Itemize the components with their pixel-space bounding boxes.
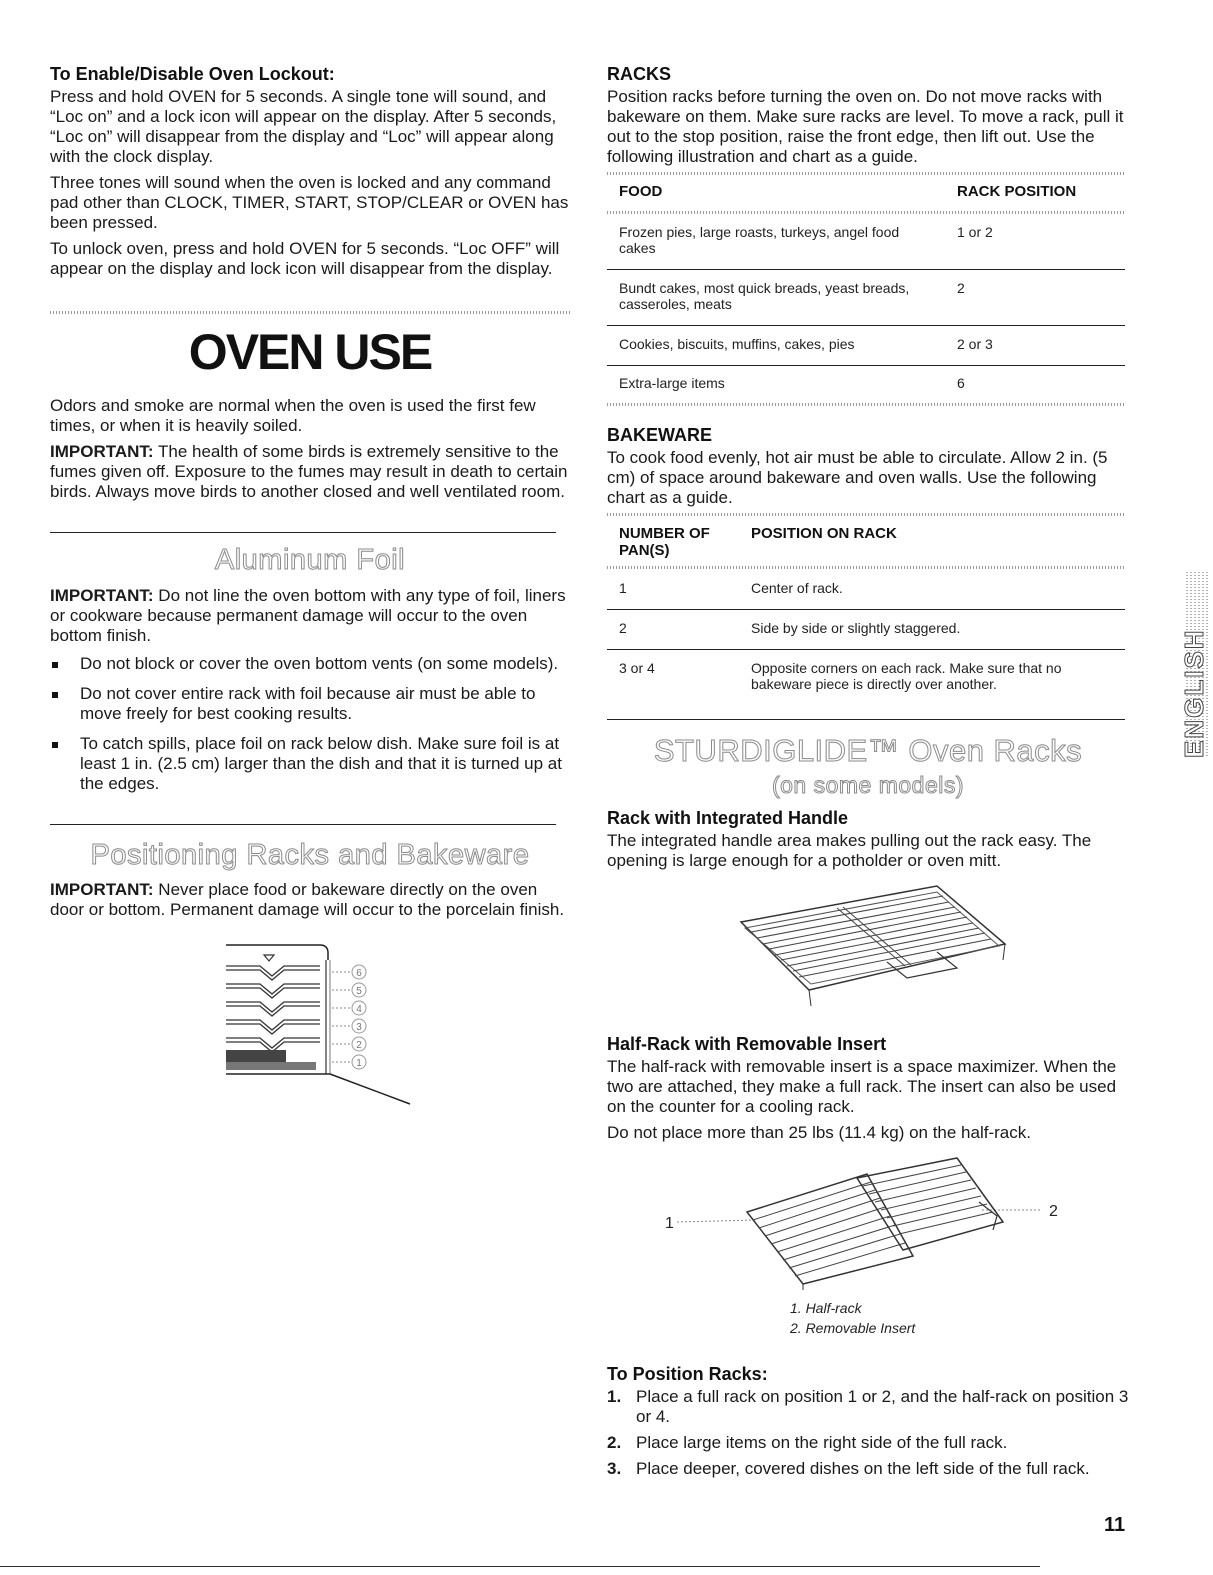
step-number: 2. [607, 1433, 622, 1452]
divider [607, 172, 1125, 175]
divider [607, 609, 1125, 610]
page-number: 11 [1104, 1514, 1126, 1536]
racks-paragraph: Position racks before turning the oven on. Do not move racks with bakeware on them. Make sure racks are level. To move a rack, pull it out to the stop position, raise the front edge, then lift out. Use the following illustration and chart as a guide. [607, 87, 1124, 166]
column-header-number-of-pans: NUMBER OF PAN(S) [619, 525, 710, 559]
bakeware-table-header [619, 525, 1125, 559]
table-row [619, 336, 1125, 352]
list-item [607, 1459, 1129, 1479]
rack-position-diagram [220, 940, 420, 1105]
position-cell: 1 or 2 [957, 224, 993, 240]
important-label: IMPORTANT: [50, 442, 154, 461]
table-row [619, 620, 1125, 636]
rack-number-2: 2 [356, 1040, 362, 1051]
divider [607, 566, 1125, 569]
table-row [619, 224, 1125, 256]
number-cell: 1 [619, 580, 627, 596]
lockout-paragraph-2: Three tones will sound when the oven is locked and any command pad other than CLOCK, TIMER, START, STOP/CLEAR or OVEN has been pressed. [50, 173, 569, 232]
position-cell: Center of rack. [751, 580, 843, 596]
list-item: Do not cover entire rack with foil because air must be able to move freely for best cooking results. [50, 684, 570, 724]
positioning-important-text: Never place food or bakeware directly on the oven door or bottom. Permanent damage will occur to the porcelain finish. [50, 880, 565, 919]
foil-paragraph [50, 586, 570, 646]
number-cell: 2 [619, 620, 627, 636]
rack-number-3: 3 [356, 1022, 362, 1033]
divider [50, 532, 556, 533]
racks-section [607, 64, 1129, 167]
column-header-rack-position: RACK POSITION [957, 183, 1077, 200]
position-racks-section [607, 1364, 1129, 1479]
lockout-paragraph-3: To unlock oven, press and hold OVEN for 5 seconds. “Loc OFF” will appear on the display and lock icon will disappear from the display. [50, 239, 560, 278]
table-row [619, 580, 1125, 596]
divider [607, 649, 1125, 650]
position-racks-steps [607, 1387, 1129, 1479]
integrated-handle-heading: Rack with Integrated Handle [607, 808, 849, 828]
bakeware-heading: BAKEWARE [607, 425, 713, 445]
column-header-position-on-rack: POSITION ON RACK [751, 525, 897, 542]
sturdiglide-subtitle: (on some models) [771, 772, 965, 798]
oven-use-important-text: The health of some birds is extremely sensitive to the fumes given off. Exposure to the fumes may result in death to certain birds. Always move birds to another closed and well ventilated room. [50, 442, 568, 501]
list-item [607, 1387, 1129, 1427]
rack-number-1: 1 [356, 1058, 362, 1069]
foil-bullet-list [50, 654, 570, 794]
divider [607, 211, 1125, 214]
divider [607, 403, 1125, 406]
foil-section [50, 586, 570, 794]
table-row [619, 375, 1125, 391]
food-cell: Cookies, biscuits, muffins, cakes, pies [619, 336, 855, 352]
oven-use-title: OVEN USE [188, 324, 432, 380]
important-label: IMPORTANT: [50, 586, 154, 605]
position-cell: Side by side or slightly staggered. [751, 620, 961, 636]
position-cell: 6 [957, 375, 965, 391]
list-item: Do not block or cover the oven bottom vents (on some models). [50, 654, 570, 674]
callout-number: 2 [1049, 1203, 1058, 1220]
half-rack-paragraph-1: The half-rack with removable insert is a space maximizer. When the two are attached, they make a full rack. The insert can also be used on the counter for a cooling rack. [607, 1057, 1117, 1116]
oven-use-paragraph-2 [50, 442, 570, 502]
half-rack-heading: Half-Rack with Removable Insert [607, 1034, 887, 1054]
caption-removable-insert: 2. Removable Insert [790, 1320, 916, 1336]
rack-table-header [619, 183, 1119, 203]
side-tab-label: ENGLISH [1179, 628, 1209, 758]
half-rack-section [607, 1034, 1129, 1143]
divider [607, 269, 1125, 270]
caption-half-rack: 1. Half-rack [790, 1300, 862, 1316]
column-header-food: FOOD [619, 183, 663, 200]
integrated-handle-section [607, 808, 1129, 871]
bakeware-paragraph: To cook food evenly, hot air must be able to circulate. Allow 2 in. (5 cm) of space around bakeware and oven walls. Use the following chart as a guide. [607, 448, 1108, 507]
racks-heading: RACKS [607, 64, 672, 84]
list-item [607, 1433, 1129, 1453]
food-cell: Bundt cakes, most quick breads, yeast breads, casseroles, meats [619, 280, 910, 312]
divider [50, 824, 556, 825]
oven-use-paragraph-1: Odors and smoke are normal when the oven is used the first few times, or when it is heavily soiled. [50, 396, 536, 435]
number-cell: 3 or 4 [619, 660, 655, 676]
step-text: Place a full rack on position 1 or 2, and the half-rack on position 3 or 4. [636, 1387, 1129, 1426]
position-racks-heading: To Position Racks: [607, 1364, 768, 1384]
divider [607, 325, 1125, 326]
bottom-rule [0, 1566, 1040, 1567]
position-cell: 2 or 3 [957, 336, 993, 352]
callout-number: 1 [665, 1215, 674, 1232]
lockout-heading: To Enable/Disable Oven Lockout: [50, 64, 335, 84]
divider [50, 311, 570, 314]
positioning-title: Positioning Racks and Bakeware [90, 839, 530, 871]
half-rack-paragraph-2: Do not place more than 25 lbs (11.4 kg) on the half-rack. [607, 1123, 1031, 1142]
integrated-handle-paragraph: The integrated handle area makes pulling out the rack easy. The opening is large enough for a potholder or oven mitt. [607, 831, 1092, 870]
divider [607, 365, 1125, 366]
position-cell: 2 [957, 280, 965, 296]
sturdiglide-title: STURDIGLIDE™ Oven Racks [653, 733, 1083, 768]
integrated-handle-rack-illustration [737, 882, 1007, 1012]
lockout-paragraph-1: Press and hold OVEN for 5 seconds. A single tone will sound, and “Loc on” and a lock icon will appear on the display. After 5 seconds, “Loc on” will disappear from the display and “Loc” will appear along with the clock display. [50, 87, 557, 166]
divider [607, 719, 1125, 720]
step-text: Place large items on the right side of the full rack. [636, 1433, 1008, 1452]
list-item: To catch spills, place foil on rack below dish. Make sure foil is at least 1 in. (2.5 cm) larger than the dish and that it is turned up at the edges. [50, 734, 570, 794]
position-cell: Opposite corners on each rack. Make sure that no bakeware piece is directly over another. [751, 660, 1062, 692]
positioning-paragraph [50, 880, 570, 920]
important-label: IMPORTANT: [50, 880, 154, 899]
oven-use-section [50, 396, 570, 502]
step-text: Place deeper, covered dishes on the left side of the full rack. [636, 1459, 1090, 1478]
rack-number-4: 4 [356, 1004, 362, 1015]
step-number: 3. [607, 1459, 622, 1478]
step-number: 1. [607, 1387, 622, 1406]
rack-number-5: 5 [356, 986, 362, 997]
aluminum-foil-title: Aluminum Foil [214, 544, 406, 576]
table-row [619, 660, 1125, 692]
bakeware-section [607, 425, 1129, 508]
lockout-section [50, 64, 570, 279]
food-cell: Frozen pies, large roasts, turkeys, angel food cakes [619, 224, 900, 256]
table-row [619, 280, 1125, 312]
half-rack-illustration [657, 1152, 1077, 1292]
foil-important-text: Do not line the oven bottom with any type of foil, liners or cookware because permanent damage will occur to the oven bottom finish. [50, 586, 566, 645]
rack-number-6: 6 [356, 968, 362, 979]
divider [607, 513, 1125, 516]
language-side-tab [1179, 568, 1211, 764]
food-cell: Extra-large items [619, 375, 725, 391]
